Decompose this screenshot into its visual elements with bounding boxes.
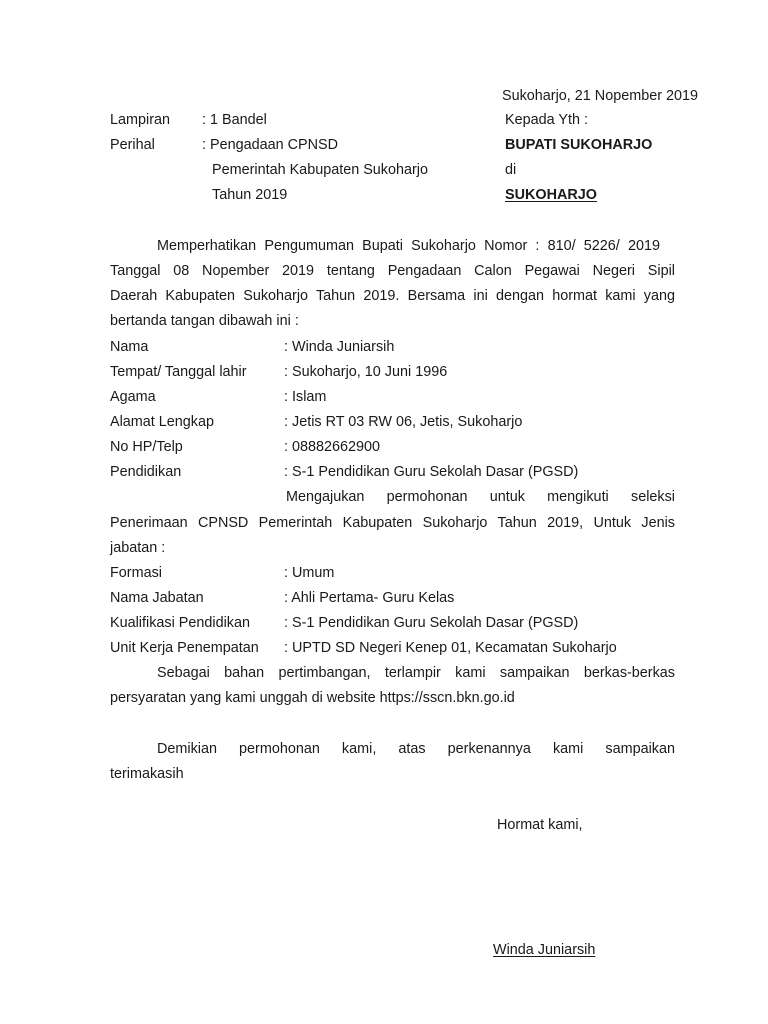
identity-label: Agama [110,389,156,405]
identity-value: : Jetis RT 03 RW 06, Jetis, Sukoharjo [284,414,523,430]
identity-label: Tempat/ Tanggal lahir [110,364,247,380]
identity-label: Nama [110,339,149,355]
position-value: : Ahli Pertama- Guru Kelas [284,590,455,606]
intro-line-1: Memperhatikan Pengumuman Bupati Sukoharjo Nomor : 810/ 5226/ 2019 [157,238,660,254]
perihal-value-1: : Pengadaan CPNSD [202,137,338,153]
perihal-value-2: Pemerintah Kabupaten Sukoharjo [212,162,429,178]
intro-line-3: Daerah Kabupaten Sukoharjo Tahun 2019. Bersama ini dengan hormat kami yang [110,288,675,304]
perihal-value-3: Tahun 2019 [212,187,288,203]
intro-line-4: bertanda tangan dibawah ini : [110,313,299,329]
request-line-1: Mengajukan permohonan untuk mengikuti seleksi [286,489,675,505]
signature-name: Winda Juniarsih [493,942,596,958]
intro-line-2: Tanggal 08 Nopember 2019 tentang Pengadaan Calon Pegawai Negeri Sipil [110,263,675,279]
request-line-2: Penerimaan CPNSD Pemerintah Kabupaten Sukoharjo Tahun 2019, Untuk Jenis [110,515,675,531]
position-label: Kualifikasi Pendidikan [110,615,250,631]
perihal-label: Perihal [110,137,155,153]
date-line: Sukoharjo, 21 Nopember 2019 [502,88,699,104]
identity-value: : Sukoharjo, 10 Juni 1996 [284,364,448,380]
lampiran-value: : 1 Bandel [202,112,267,128]
identity-label: Pendidikan [110,464,182,480]
position-label: Unit Kerja Penempatan [110,640,259,656]
identity-value: : Winda Juniarsih [284,339,395,355]
position-value: : S-1 Pendidikan Guru Sekolah Dasar (PGSD) [284,615,579,631]
position-value: : UPTD SD Negeri Kenep 01, Kecamatan Sukoharjo [284,640,617,656]
position-label: Nama Jabatan [110,590,204,606]
lampiran-label: Lampiran [110,112,170,128]
identity-value: : 08882662900 [284,439,381,455]
recipient-salutation: Kepada Yth : [505,112,588,128]
closing-line-1: Demikian permohonan kami, atas perkenannya kami sampaikan [157,741,675,757]
attachment-line-2: persyaratan yang kami unggah di website https://sscn.bkn.go.id [110,690,515,706]
recipient-di: di [505,162,517,178]
identity-value: : S-1 Pendidikan Guru Sekolah Dasar (PGSD) [284,464,579,480]
recipient-place: SUKOHARJO [505,187,597,203]
position-label: Formasi [110,565,162,581]
recipient-name: BUPATI SUKOHARJO [505,137,653,153]
request-line-3: jabatan : [110,540,166,556]
identity-label: Alamat Lengkap [110,414,215,430]
position-value: : Umum [284,565,335,581]
closing-line-2: terimakasih [110,766,184,782]
identity-value: : Islam [284,389,327,405]
identity-label: No HP/Telp [110,439,183,455]
signature-greeting: Hormat kami, [497,817,583,833]
attachment-line-1: Sebagai bahan pertimbangan, terlampir kami sampaikan berkas-berkas [157,665,675,681]
